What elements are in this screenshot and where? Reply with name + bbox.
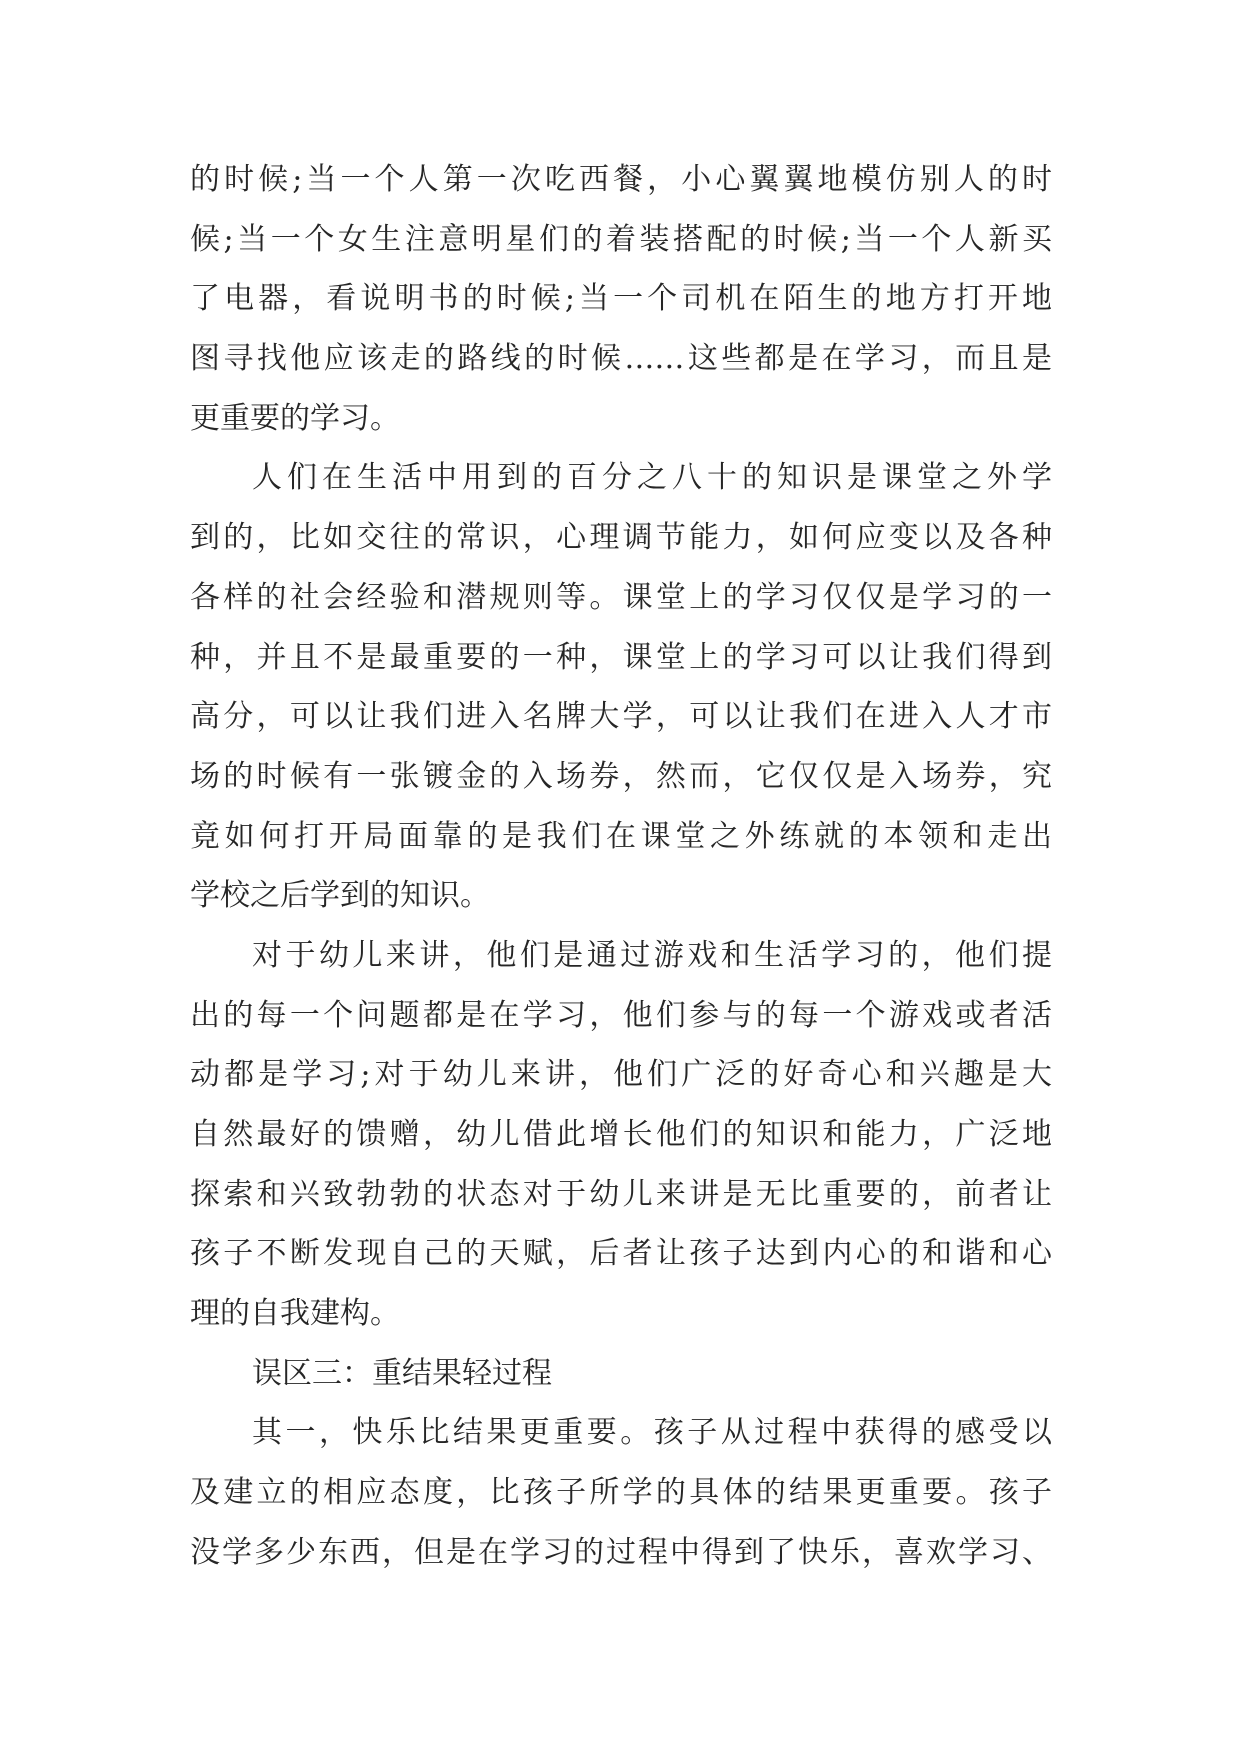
text-line: 图寻找他应该走的路线的时候……这些都是在学习，而且是 [190,341,1052,377]
text-line: 到的，比如交往的常识，心理调节能力，如何应变以及各种 [190,520,1052,556]
paragraph [190,926,1052,1344]
text-line: 的时候;当一个人第一次吃西餐，小心翼翼地模仿别人的时 [190,162,1052,197]
paragraph [190,448,1052,926]
text-line: 了电器，看说明书的时候;当一个司机在陌生的地方打开地 [190,281,1052,317]
paragraph [190,1403,1052,1582]
text-line: 场的时候有一张镀金的入场券，然而，它仅仅是入场券，究 [190,758,1052,794]
paragraph [190,150,1052,448]
text-line: 及建立的相应态度，比孩子所学的具体的结果更重要。孩子 [190,1475,1052,1511]
text-line: 对于幼儿来讲，他们是通过游戏和生活学习的，他们提 [252,937,1052,973]
text-line: 更重要的学习。 [190,400,400,436]
text-line: 候;当一个女生注意明星们的着装搭配的时候;当一个人新买 [190,221,1052,257]
text-line: 高分，可以让我们进入名牌大学，可以让我们在进入人才市 [190,699,1052,735]
text-line: 探索和兴致勃勃的状态对于幼儿来讲是无比重要的，前者让 [190,1176,1052,1212]
text-line: 误区三：重结果轻过程 [252,1355,552,1391]
text-line: 种，并且不是最重要的一种，课堂上的学习可以让我们得到 [190,639,1052,675]
text-line: 孩子不断发现自己的天赋，后者让孩子达到内心的和谐和心 [190,1236,1052,1272]
text-line: 动都是学习;对于幼儿来讲，他们广泛的好奇心和兴趣是大 [190,1057,1052,1093]
text-line: 自然最好的馈赠，幼儿借此增长他们的知识和能力，广泛地 [190,1117,1052,1152]
text-line: 学校之后学到的知识。 [190,878,490,914]
text-line: 没学多少东西，但是在学习的过程中得到了快乐，喜欢学习、 [190,1534,1052,1570]
document-body [190,150,1052,1583]
text-line: 各样的社会经验和潜规则等。课堂上的学习仅仅是学习的一 [190,579,1052,615]
text-line: 其一，快乐比结果更重要。孩子从过程中获得的感受以 [252,1415,1052,1451]
text-line: 理的自我建构。 [190,1296,400,1332]
text-line: 人们在生活中用到的百分之八十的知识是课堂之外学 [252,460,1052,496]
text-line: 出的每一个问题都是在学习，他们参与的每一个游戏或者活 [190,997,1052,1033]
text-line: 竟如何打开局面靠的是我们在课堂之外练就的本领和走出 [190,818,1052,854]
paragraph [190,1344,1052,1404]
